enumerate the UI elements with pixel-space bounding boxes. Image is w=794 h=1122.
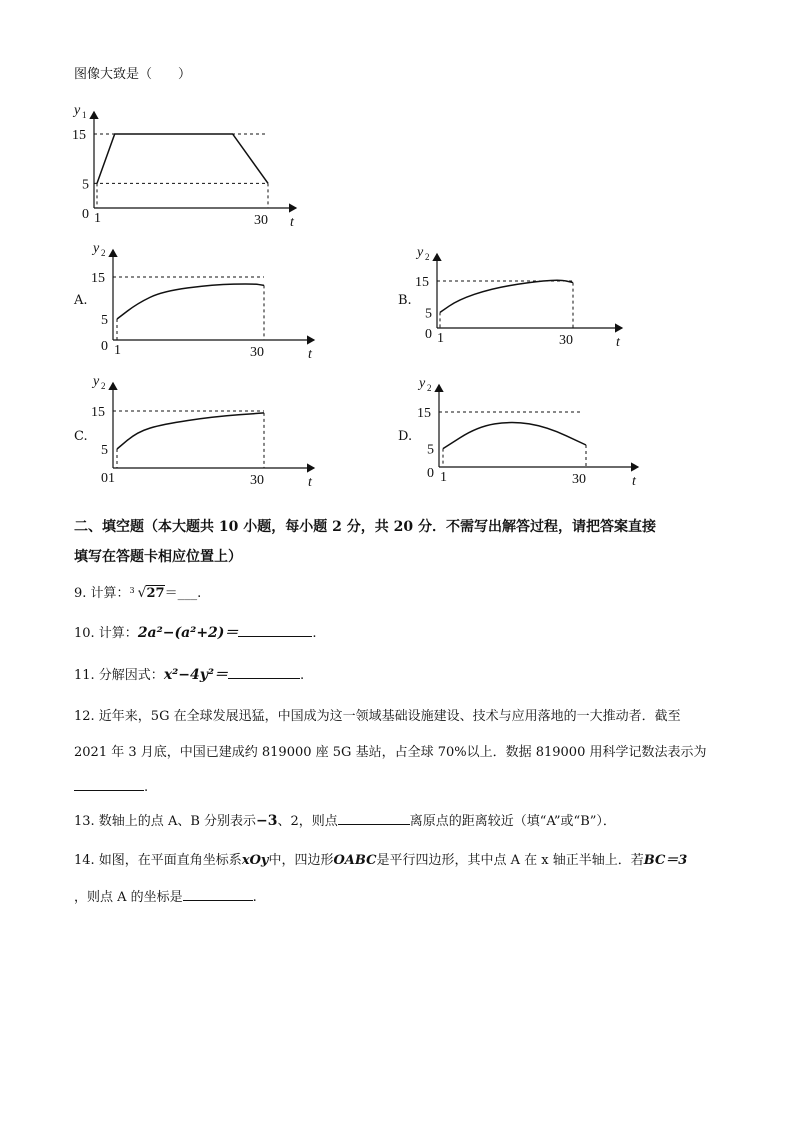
y-axis-label: y [417,245,424,260]
q9-answer-blank: ___ [177,586,198,601]
q13-answer-blank [338,812,410,825]
graph-y1 [0,0,794,500]
q10-prefix: 10. 计算： [74,626,138,641]
q14-line2: ，则点 A 的坐标是 [74,890,183,905]
tick-origin: 0 [101,339,108,354]
tick-t30: 30 [572,472,586,487]
y-axis-subscript: 2 [101,381,106,391]
series-line-C [117,413,264,449]
series-line-y1 [97,134,268,183]
tick-5: 5 [427,442,434,458]
q13-middle: 、2，则点 [277,814,338,829]
q13-prefix: 13. 数轴上的点 A、B 分别表示 [74,814,257,829]
t-axis-label: t [616,335,620,350]
question-14-line1 [74,852,687,870]
q14-bc: BC＝3 [643,853,688,868]
tick-origin: 0 [427,466,434,481]
question-12-line1: 12. 近年来，5G 在全球发展迅猛，中国成为这一领域基础设施建设、技术与应用落地的一大推动者．截至 [74,709,681,724]
tick-t30: 30 [250,473,264,488]
graph-y1-group [72,103,296,230]
y-axis-label: y [93,241,100,256]
q9-root-index: 3 [129,586,135,595]
series-line-B [440,280,573,312]
tick-t30: 30 [250,345,264,360]
q11-expression: x²−4y²＝ [163,667,229,683]
section-heading-line2: 填写在答题卡相应位置上） [74,549,242,565]
option-a-label: A. [74,293,88,308]
q14-answer-blank [183,888,253,901]
tick-t1: 1 [94,211,101,226]
t-axis-label: t [290,215,294,230]
option-b-label: B. [398,293,412,308]
q12-answer-blank [74,778,144,791]
q11-prefix: 11. 分解因式： [74,668,164,683]
tick-t1: 1 [440,470,447,485]
q14-mid1: 中，四边形 [268,853,334,868]
q14-xoy: xOy [241,853,269,868]
cube-root: 3 √27 [130,584,165,603]
tick-5: 5 [101,313,108,328]
question-9 [74,584,201,603]
q10-answer-blank [238,624,312,637]
graph-option-c-group [91,374,314,490]
tick-t1: 1 [437,331,444,346]
y-axis-subscript: 2 [427,383,432,393]
question-13 [74,812,616,831]
y-axis-subscript: 2 [425,252,430,262]
q14-end: . [252,890,257,905]
q13-neg3: −3 [256,813,278,829]
tick-15: 15 [415,275,429,290]
q14-prefix: 14. 如图，在平面直角坐标系 [74,853,242,868]
question-intro-text: 图像大致是（ ） [74,67,192,82]
t-axis-label: t [632,474,636,489]
y-axis-subscript: 1 [82,110,87,120]
tick-t30: 30 [254,213,268,228]
q10-expression: 2a²−(a²+2)＝ [137,625,239,641]
q9-prefix: 9. 计算： [74,586,130,601]
tick-t1: 1 [114,343,121,358]
y-axis-label: y [419,376,426,391]
q9-radicand: 27 [146,586,165,601]
q11-answer-blank [228,666,300,679]
question-12-line3 [74,778,148,797]
q10-end: . [312,626,317,641]
y-axis-label: y [74,103,81,118]
q12-end: . [144,780,149,795]
series-line-D [443,423,586,449]
tick-15: 15 [417,406,431,421]
option-d-label: D. [398,429,413,444]
q14-mid2: 是平行四边形，其中点 A 在 x 轴正半轴上．若 [376,853,644,868]
tick-15: 15 [91,405,105,420]
y-axis-subscript: 2 [101,248,106,258]
graph-option-a-group [91,241,314,362]
question-14-line2 [74,888,257,907]
question-10 [74,624,317,643]
tick-t1: 01 [101,471,115,486]
q9-equals: ＝ [164,586,178,601]
y-axis-label: y [93,374,100,389]
question-12-line2: 2021 年 3 月底，中国已建成约 819000 座 5G 基站，占全球 70%以上．数据 819000 用科学记数法表示为 [74,745,707,760]
q11-end: . [300,668,305,683]
tick-15: 15 [91,271,105,286]
series-line-A [117,284,264,319]
option-c-label: C. [74,429,88,444]
question-11 [74,666,304,685]
t-axis-label: t [308,347,312,362]
tick-t30: 30 [559,333,573,348]
q13-suffix: 离原点的距离较近（填“A”或“B”）． [409,814,616,829]
tick-origin: 0 [82,207,89,222]
section-heading-line1: 二、填空题（本大题共 10 小题，每小题 2 分，共 20 分．不需写出解答过程，请把答案直接 [74,519,656,535]
q9-end: . [197,586,202,601]
q14-oabc: OABC [333,853,377,868]
t-axis-label: t [308,475,312,490]
tick-5: 5 [425,306,432,322]
graph-option-d-group [417,376,638,489]
tick-origin: 0 [425,327,432,342]
graph-option-b-group [415,245,622,350]
tick-15: 15 [72,128,86,143]
tick-5: 5 [101,443,108,458]
tick-5: 5 [82,177,89,193]
